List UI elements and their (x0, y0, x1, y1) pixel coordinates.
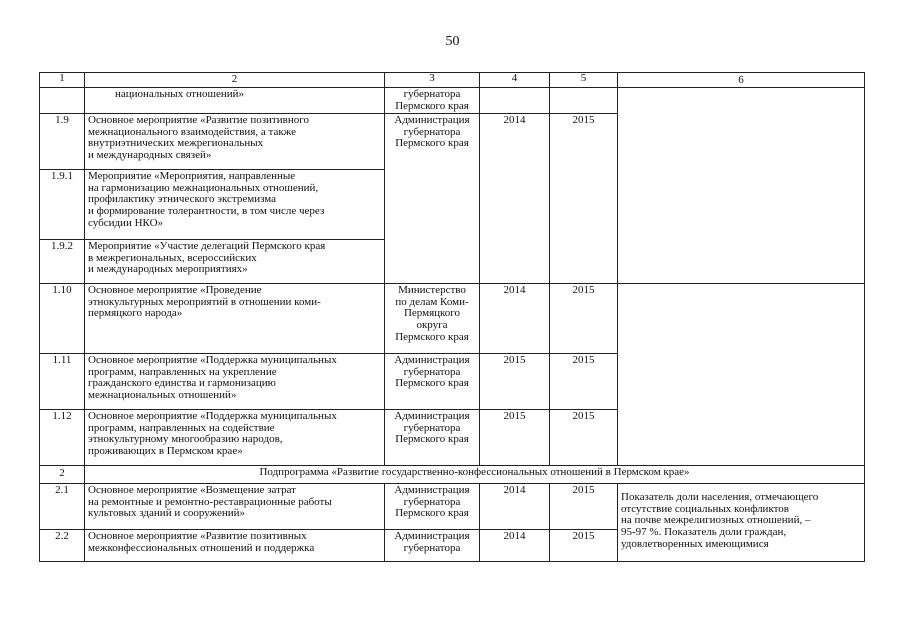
table-row (40, 484, 865, 530)
start-year: 2014 (480, 284, 550, 354)
table-row (40, 88, 865, 114)
start-year: 2014 (480, 484, 550, 530)
activity-name: Мероприятие «Участие делегаций Пермского края в межрегиональных, всероссийских и международных мероприятиях» (85, 240, 385, 284)
start-year: 2014 (480, 114, 550, 284)
indicator-text: Показатель доли населения, отмечающего отсутствие социальных конфликтов на почве межрелигиозных отношений, – 95-97 %. Показатель доли граждан, удовлетворенных имеющимися (618, 484, 865, 562)
start-year (480, 88, 550, 114)
header-col-3: 3 (385, 73, 480, 88)
activity-name: Мероприятие «Мероприятия, направленные на гармонизацию межнациональных отношений, профилактику этнического экстремизма и формирование толерантности, в том числе через субсидии НКО» (85, 170, 385, 240)
row-number: 2 (40, 466, 85, 484)
program-activities-table (39, 72, 865, 562)
activity-name: Основное мероприятие «Развитие позитивных межконфессиональных отношений и поддержка (85, 530, 385, 562)
executor: Администрация губернатора Пермского края (385, 410, 480, 466)
row-number: 1.9 (40, 114, 85, 170)
row-number: 2.1 (40, 484, 85, 530)
start-year: 2015 (480, 354, 550, 410)
header-col-2: 2 (85, 73, 385, 88)
start-year: 2014 (480, 530, 550, 562)
header-row (40, 73, 865, 88)
page-number: 50 (445, 34, 460, 49)
header-col-6: 6 (618, 73, 865, 88)
row-number (40, 88, 85, 114)
start-year: 2015 (480, 410, 550, 466)
end-year: 2015 (550, 284, 618, 354)
activity-name: Основное мероприятие «Возмещение затрат на ремонтные и ремонтно-реставрационные работы культовых зданий и сооружений» (85, 484, 385, 530)
row-number: 1.9.2 (40, 240, 85, 284)
activity-name: Основное мероприятие «Проведение этнокультурных мероприятий в отношении коми- пермяцкого народа» (85, 284, 385, 354)
row-number: 1.12 (40, 410, 85, 466)
indicator-cell-b (618, 284, 865, 466)
end-year: 2015 (550, 530, 618, 562)
executor: Администрация губернатора Пермского края (385, 484, 480, 530)
end-year: 2015 (550, 484, 618, 530)
activity-name: Основное мероприятие «Развитие позитивного межнационального взаимодействия, а также внутриэтнических межрегиональных и международных связей» (85, 114, 385, 170)
executor: Администрация губернатора (385, 530, 480, 562)
end-year: 2015 (550, 410, 618, 466)
activity-name: Основное мероприятие «Поддержка муниципальных программ, направленных на содействие этнокультурному многообразию народов, проживающих в Пермском крае» (85, 410, 385, 466)
subprogram-row (40, 466, 865, 484)
end-year: 2015 (550, 354, 618, 410)
header-col-1: 1 (40, 73, 85, 88)
executor: губернатора Пермского края (385, 88, 480, 114)
activity-name: Основное мероприятие «Поддержка муниципальных программ, направленных на укрепление гражданского единства и гармонизацию межнациональных отношений» (85, 354, 385, 410)
indicator-cell-a (618, 88, 865, 284)
subprogram-title: Подпрограмма «Развитие государственно-конфессиональных отношений в Пермском крае» (85, 466, 865, 484)
end-year (550, 88, 618, 114)
end-year: 2015 (550, 114, 618, 284)
row-number: 1.10 (40, 284, 85, 354)
row-number: 1.9.1 (40, 170, 85, 240)
executor: Администрация губернатора Пермского края (385, 114, 480, 284)
row-number: 1.11 (40, 354, 85, 410)
table-row (40, 284, 865, 354)
row-number: 2.2 (40, 530, 85, 562)
header-col-4: 4 (480, 73, 550, 88)
executor: Министерство по делам Коми- Пермяцкого округа Пермского края (385, 284, 480, 354)
executor: Администрация губернатора Пермского края (385, 354, 480, 410)
header-col-5: 5 (550, 73, 618, 88)
activity-name: национальных отношений» (85, 88, 385, 114)
